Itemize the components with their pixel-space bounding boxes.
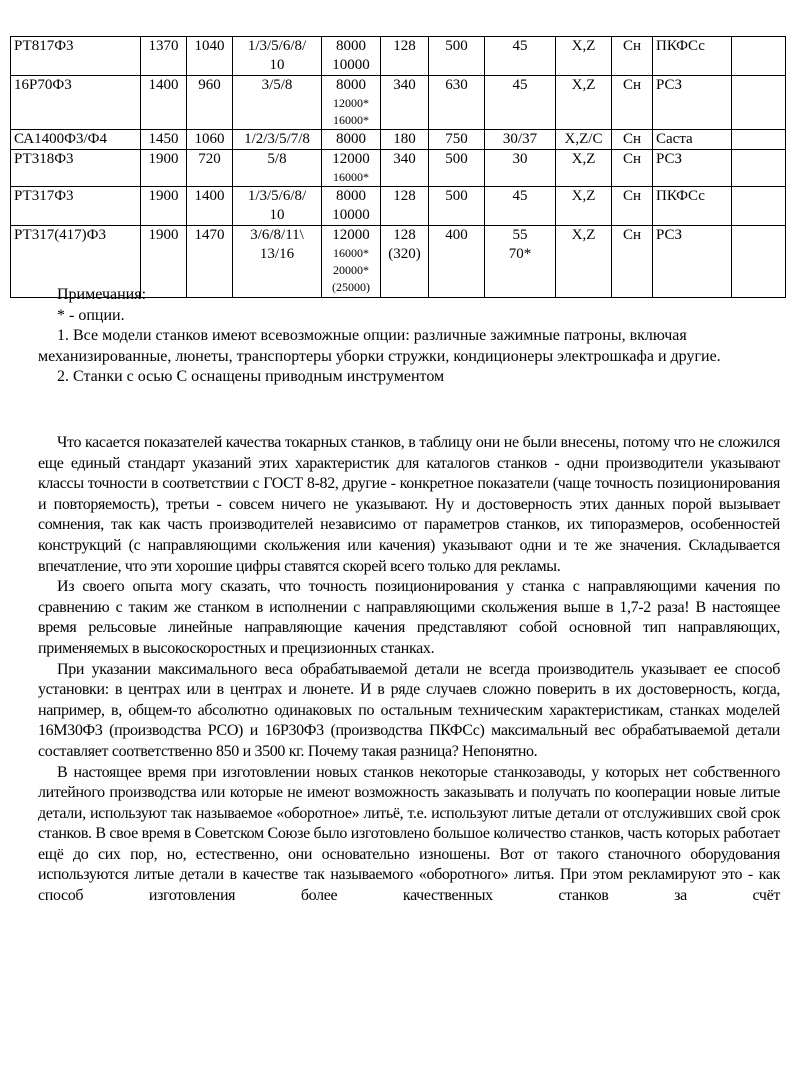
table-cell: ПКФСс <box>653 187 732 226</box>
cell-line: 30 <box>512 151 528 167</box>
cell-line: 12000 <box>332 151 370 167</box>
table-cell: X,Z/C <box>556 130 612 150</box>
paragraph: При указании максимального веса обрабатываемой детали не всегда производитель указывает ее способ установки: в центрах или в центрах и люнете. И в ряде случаев сложно поверить в их достоверность, когда, например, в, общем-то абсолютно одинаковых по остальным техническим характеристикам, станках моделей 16М30Ф3 (производства РСО) и 16Р30Ф3 (производства ПКФСс) максимальный вес обрабатываемой детали составляет соответственно 850 и 3500 кг. Почему такая разница? Непонятно. <box>38 660 780 760</box>
table-cell <box>322 37 381 76</box>
cell-line: 128 <box>393 227 416 243</box>
table-cell: 1900 <box>141 187 187 226</box>
paragraph: Из своего опыта могу сказать, что точность позиционирования у станка с направляющими качения по сравнению с таким же станком в исполнении с направляющими скольжения выше в 1,7-2 раза! В настоящее время рельсовые линейные направляющие качения представляют собой основной тип направляющих, применяемых в высокоскоростных и прецизионных станках. <box>38 578 780 657</box>
cell-option-line: 16000* <box>333 246 369 260</box>
table-cell <box>732 150 786 187</box>
cell-line: 128 <box>393 188 416 204</box>
notes-title: Примечания: <box>57 286 147 303</box>
cell-line: 8000 <box>336 77 366 93</box>
table-cell <box>233 187 322 226</box>
paragraph: В настоящее время при изготовлении новых станков некоторые станкозаводы, у которых нет собственного литейного производства или которые не имеют возможность заказывать и получать по кооперации новые литые детали, используют так называемое «оборотное» литьё, т.е. используют литые детали от отслуживших свой срок станков. В свое время в Советском Союзе было изготовлено большое количество станков, часть которых работает ещё до сих пор, но, естественно, они основательно изношены. Вот от такого станочного оборудования используются литые детали в качестве так называемого «оборотного» литья. При этом рекламируют это - как способ изготовления более качественных станков за счёт <box>38 763 780 905</box>
table-cell: РТ317Ф3 <box>11 187 141 226</box>
cell-option-line: 20000* <box>333 263 369 277</box>
cell-line: 10000 <box>332 207 370 223</box>
table-cell: РСЗ <box>653 76 732 130</box>
table-cell: Сн <box>612 226 653 298</box>
table-cell: РТ817Ф3 <box>11 37 141 76</box>
body-text <box>38 433 780 907</box>
table-cell: 1040 <box>187 37 233 76</box>
cell-option-line: 12000* <box>333 96 369 110</box>
table-cell: X,Z <box>556 226 612 298</box>
table-cell: 1900 <box>141 150 187 187</box>
table-cell: 1370 <box>141 37 187 76</box>
cell-line: 10000 <box>332 57 370 73</box>
table-cell <box>233 76 322 130</box>
table-cell: СА1400Ф3/Ф4 <box>11 130 141 150</box>
cell-line: 10 <box>269 207 285 223</box>
table-cell: 400 <box>429 226 485 298</box>
table-cell <box>381 76 429 130</box>
table-cell <box>381 37 429 76</box>
cell-line: 45 <box>512 38 528 54</box>
cell-line: 8000 <box>336 38 366 54</box>
table-cell <box>732 130 786 150</box>
table-cell: 1400 <box>187 187 233 226</box>
table-cell <box>485 37 556 76</box>
cell-line: 128 <box>393 38 416 54</box>
table-cell <box>322 150 381 187</box>
cell-line: 3/5/8 <box>261 77 293 93</box>
table-row <box>11 130 786 150</box>
table-cell <box>322 130 381 150</box>
table-cell: 630 <box>429 76 485 130</box>
table-cell: Сн <box>612 187 653 226</box>
table-cell <box>322 187 381 226</box>
table-cell <box>233 150 322 187</box>
table-cell <box>322 76 381 130</box>
cell-line: 30/37 <box>502 131 538 147</box>
cell-line: 12000 <box>332 227 370 243</box>
notes <box>38 285 780 388</box>
table-cell: 16Р70Ф3 <box>11 76 141 130</box>
cell-line: 340 <box>393 77 416 93</box>
cell-line: 8000 <box>336 188 366 204</box>
table-cell: X,Z <box>556 187 612 226</box>
table-cell: 1060 <box>187 130 233 150</box>
table-cell <box>485 150 556 187</box>
table-cell <box>732 37 786 76</box>
table-cell: Сн <box>612 150 653 187</box>
table-cell <box>381 187 429 226</box>
table-cell: 1400 <box>141 76 187 130</box>
table-cell: 1900 <box>141 226 187 298</box>
cell-line: 13/16 <box>259 246 295 262</box>
table-cell: 960 <box>187 76 233 130</box>
table-cell: РСЗ <box>653 226 732 298</box>
table-cell: РСЗ <box>653 150 732 187</box>
table-cell <box>381 130 429 150</box>
table-cell <box>732 76 786 130</box>
cell-line: (320) <box>388 246 421 262</box>
table-cell: РТ318Ф3 <box>11 150 141 187</box>
cell-line: 3/6/8/11\ <box>250 227 304 243</box>
note-item: 1. Все модели станков имеют всевозможные опции: различные зажимные патроны, включая механизированные, люнеты, транспортеры уборки стружки, кондиционеры электрошкафа и другие. <box>38 327 721 365</box>
cell-line: 55 <box>512 227 528 243</box>
table-cell: РТ317(417)Ф3 <box>11 226 141 298</box>
table-row <box>11 150 786 187</box>
cell-line: 5/8 <box>267 151 287 167</box>
cell-option-line: 16000* <box>333 170 369 184</box>
table-cell: X,Z <box>556 37 612 76</box>
table-cell: 500 <box>429 187 485 226</box>
table-cell <box>485 76 556 130</box>
cell-line: 180 <box>393 131 416 147</box>
table-cell <box>732 187 786 226</box>
table-cell: 500 <box>429 37 485 76</box>
table-cell: 500 <box>429 150 485 187</box>
table-cell: 1450 <box>141 130 187 150</box>
table-cell: X,Z <box>556 150 612 187</box>
notes-star: * - опции. <box>57 306 125 324</box>
cell-line: 1/2/3/5/7/8 <box>244 131 310 147</box>
note-item: 2. Станки с осью С оснащены приводным инструментом <box>57 368 445 386</box>
table-cell: 750 <box>429 130 485 150</box>
table-row <box>11 76 786 130</box>
cell-line: 10 <box>269 57 285 73</box>
cell-option-line: (25000) <box>332 280 370 294</box>
cell-line: 1/3/5/6/8/ <box>247 38 307 54</box>
table-cell: Сн <box>612 130 653 150</box>
machine-specs-table <box>10 36 786 298</box>
cell-line: 340 <box>393 151 416 167</box>
cell-line: 45 <box>512 188 528 204</box>
table-cell: X,Z <box>556 76 612 130</box>
table-row <box>11 37 786 76</box>
table-cell <box>485 130 556 150</box>
table-cell: Саста <box>653 130 732 150</box>
table-cell <box>381 150 429 187</box>
cell-line: 45 <box>512 77 528 93</box>
table-cell: ПКФСс <box>653 37 732 76</box>
cell-line: 1/3/5/6/8/ <box>247 188 307 204</box>
paragraph: Что касается показателей качества токарных станков, в таблицу они не были внесены, потому что не сложился еще единый стандарт указаний этих характеристик для каталогов станков - одни производители указывают классы точности в соответствии с ГОСТ 8-82, другие - конкретное показатели (чаще точность позиционирования и повторяемость), третьи - совсем ничего не указывают. Ну и достоверность этих данных порой вызывает сомнения, так как часть производителей независимо от параметров станков, их типоразмеров, особенностей конструкций (с направляющими скольжения или качения) указывают одни и те же значения. Складывается впечатление, что эти хорошие цифры ставятся скорей всего только для рекламы. <box>38 434 780 575</box>
table-cell <box>233 130 322 150</box>
table-cell: Сн <box>612 37 653 76</box>
table-cell: Сн <box>612 76 653 130</box>
cell-option-line: 16000* <box>333 113 369 127</box>
table-cell <box>233 37 322 76</box>
cell-line: 70* <box>508 246 532 262</box>
cell-line: 8000 <box>336 131 366 147</box>
table-cell <box>485 187 556 226</box>
table-cell: 720 <box>187 150 233 187</box>
table-row <box>11 187 786 226</box>
table-cell: 1470 <box>187 226 233 298</box>
